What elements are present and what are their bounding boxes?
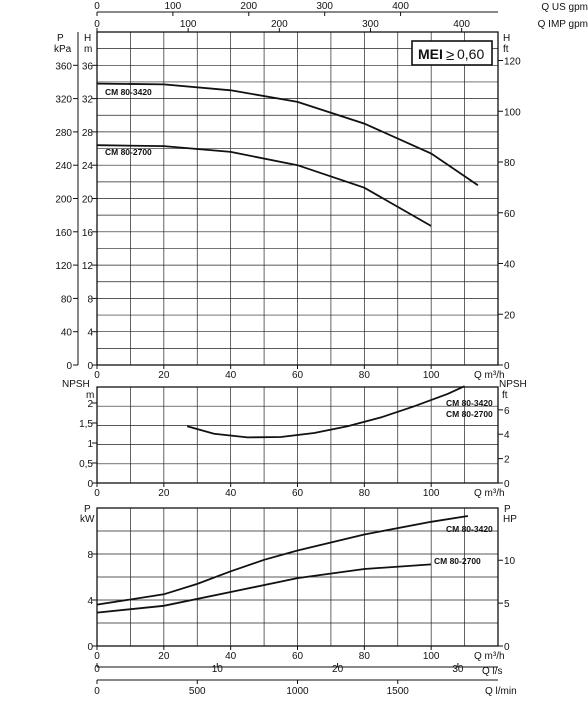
g-head-x-tick-label: 0 bbox=[94, 370, 100, 381]
g-npsh-curve-0 bbox=[187, 386, 464, 437]
npsh-x-label: Q m³/h bbox=[474, 488, 505, 499]
head-p-tick-label: 40 bbox=[60, 327, 72, 339]
head-ft-unit: ft bbox=[503, 44, 509, 55]
mei-label: MEI bbox=[418, 46, 443, 62]
g-npsh-x-tick-label: 80 bbox=[358, 488, 370, 499]
mei-value: 0,60 bbox=[457, 46, 485, 62]
bottom-axis-lmin-tick-label: 1500 bbox=[386, 686, 409, 697]
npsh-m-tick-label: 1 bbox=[87, 439, 93, 450]
npsh-ft-tick-label: 2 bbox=[504, 454, 510, 466]
head-p-unit: kPa bbox=[54, 44, 72, 55]
head-ft-tick-label: 20 bbox=[504, 310, 516, 322]
g-npsh-x-tick-label: 40 bbox=[225, 488, 237, 499]
bottom-axis-ls-tick-label: 10 bbox=[211, 664, 223, 675]
top-axis-us-tick-label: 300 bbox=[316, 1, 334, 12]
top-axis-us-tick-label: 100 bbox=[164, 1, 182, 12]
g-power-x-tick-label: 100 bbox=[422, 651, 440, 662]
bottom-axis-ls-tick-label: 30 bbox=[452, 664, 464, 675]
g-power-x-tick-label: 60 bbox=[291, 651, 304, 662]
top-axis-imp-tick-label: 300 bbox=[362, 19, 379, 30]
label-power-3420: CM 80-3420 bbox=[446, 524, 493, 534]
power-right-unit: HP bbox=[503, 514, 517, 525]
top-axis-us-label: Q US gpm bbox=[541, 2, 588, 13]
head-h-tick-label: 32 bbox=[81, 94, 93, 106]
head-ft-tick-label: 80 bbox=[504, 158, 516, 170]
head-p-label: P bbox=[57, 33, 64, 44]
g-npsh-x-tick-label: 100 bbox=[422, 488, 440, 499]
g-power-curve-0 bbox=[97, 516, 468, 605]
g-power-x-tick-label: 40 bbox=[225, 651, 237, 662]
head-p-tick-label: 280 bbox=[55, 127, 72, 139]
head-p-tick-label: 0 bbox=[66, 361, 72, 372]
npsh-right-label: NPSH bbox=[499, 379, 527, 390]
head-ft-label: H bbox=[503, 33, 511, 44]
power-left-label: P bbox=[84, 504, 91, 515]
label-npsh-3420: CM 80-3420 bbox=[446, 398, 493, 408]
bottom-axis-lmin-tick-label: 1000 bbox=[286, 686, 309, 697]
power-x-label: Q m³/h bbox=[474, 651, 505, 662]
npsh-m-tick-label: 1,5 bbox=[79, 419, 93, 430]
g-power-x-tick-label: 80 bbox=[358, 651, 370, 662]
mei-symbol: ≥ bbox=[446, 47, 455, 64]
bottom-axis-lmin-tick-label: 500 bbox=[188, 686, 206, 697]
npsh-ft-tick-label: 6 bbox=[504, 405, 510, 417]
g-head-x-tick-label: 60 bbox=[291, 370, 304, 381]
head-p-tick-label: 160 bbox=[55, 227, 72, 239]
power-kw-tick-label: 8 bbox=[87, 550, 93, 561]
top-axis-imp-label: Q IMP gpm bbox=[537, 19, 588, 30]
head-x-label: Q m³/h bbox=[474, 370, 505, 381]
top-axis-us-tick-label: 200 bbox=[240, 1, 258, 12]
bottom-axis-ls-label: Q l/s bbox=[482, 666, 503, 677]
top-axis-imp-tick-label: 0 bbox=[94, 19, 100, 30]
power-hp-tick-label: 10 bbox=[504, 556, 516, 568]
head-ft-tick-label: 60 bbox=[504, 208, 516, 220]
bottom-axis-lmin-tick-label: 0 bbox=[94, 686, 100, 697]
head-ft-tick-label: 0 bbox=[504, 361, 510, 372]
power-kw-tick-label: 4 bbox=[87, 596, 93, 607]
head-h-tick-label: 0 bbox=[87, 361, 93, 372]
label-npsh-2700: CM 80-2700 bbox=[446, 409, 493, 419]
npsh-left-unit: m bbox=[86, 390, 95, 401]
power-hp-tick-label: 0 bbox=[504, 642, 510, 653]
g-npsh-x-tick-label: 20 bbox=[158, 488, 170, 499]
head-p-tick-label: 320 bbox=[55, 94, 72, 106]
npsh-m-tick-label: 0,5 bbox=[79, 459, 93, 470]
head-h-tick-label: 16 bbox=[81, 227, 93, 239]
bottom-axis-ls-tick-label: 20 bbox=[332, 664, 344, 675]
g-npsh-x-tick-label: 60 bbox=[291, 488, 304, 499]
label-head-3420: CM 80-3420 bbox=[105, 87, 152, 97]
head-h-tick-label: 24 bbox=[81, 161, 93, 173]
top-axis-us-tick-label: 400 bbox=[392, 1, 409, 12]
head-h-tick-label: 4 bbox=[87, 327, 93, 339]
head-ft-tick-label: 100 bbox=[504, 107, 521, 119]
top-axis-imp-tick-label: 200 bbox=[270, 19, 288, 30]
power-kw-tick-label: 0 bbox=[87, 642, 93, 653]
g-head-x-tick-label: 80 bbox=[358, 370, 370, 381]
head-h-label: H bbox=[84, 33, 92, 44]
head-h-tick-label: 12 bbox=[81, 261, 93, 273]
npsh-right-unit: ft bbox=[502, 390, 508, 401]
mei-badge bbox=[412, 41, 492, 65]
g-npsh-x-tick-label: 0 bbox=[94, 488, 100, 499]
top-axis-imp-tick-label: 100 bbox=[179, 19, 197, 30]
power-right-label: P bbox=[504, 504, 511, 515]
head-ft-tick-label: 120 bbox=[504, 56, 521, 68]
g-head-x-tick-label: 100 bbox=[422, 370, 440, 381]
top-axis-us-tick-label: 0 bbox=[94, 1, 100, 12]
npsh-left-label: NPSH bbox=[62, 379, 90, 390]
head-p-tick-label: 80 bbox=[60, 294, 72, 306]
head-ft-tick-label: 40 bbox=[504, 259, 516, 271]
power-hp-tick-label: 5 bbox=[504, 599, 510, 611]
npsh-ft-tick-label: 0 bbox=[504, 479, 510, 490]
g-power-x-tick-label: 20 bbox=[158, 651, 170, 662]
power-chart bbox=[87, 508, 515, 697]
label-power-2700: CM 80-2700 bbox=[434, 556, 481, 566]
head-h-tick-label: 36 bbox=[81, 61, 93, 73]
head-p-tick-label: 120 bbox=[55, 261, 72, 273]
top-axis-imp-tick-label: 400 bbox=[453, 19, 470, 30]
npsh-m-tick-label: 0 bbox=[87, 479, 93, 490]
head-h-tick-label: 8 bbox=[87, 294, 93, 306]
head-p-tick-label: 200 bbox=[55, 194, 72, 206]
head-h-unit: m bbox=[84, 44, 93, 55]
head-p-tick-label: 240 bbox=[55, 161, 72, 173]
head-p-tick-label: 360 bbox=[55, 61, 72, 73]
head-h-tick-label: 20 bbox=[81, 194, 93, 206]
label-head-2700: CM 80-2700 bbox=[105, 147, 152, 157]
npsh-m-tick-label: 2 bbox=[87, 399, 93, 410]
g-power-x-tick-label: 0 bbox=[94, 651, 100, 662]
head-h-tick-label: 28 bbox=[81, 127, 93, 139]
g-head-x-tick-label: 40 bbox=[225, 370, 237, 381]
g-head-x-tick-label: 20 bbox=[158, 370, 170, 381]
npsh-ft-tick-label: 4 bbox=[504, 430, 510, 442]
bottom-axis-ls-tick-label: 0 bbox=[94, 664, 100, 675]
bottom-axis-lmin-label: Q l/min bbox=[485, 686, 517, 697]
power-left-unit: kW bbox=[80, 514, 95, 525]
